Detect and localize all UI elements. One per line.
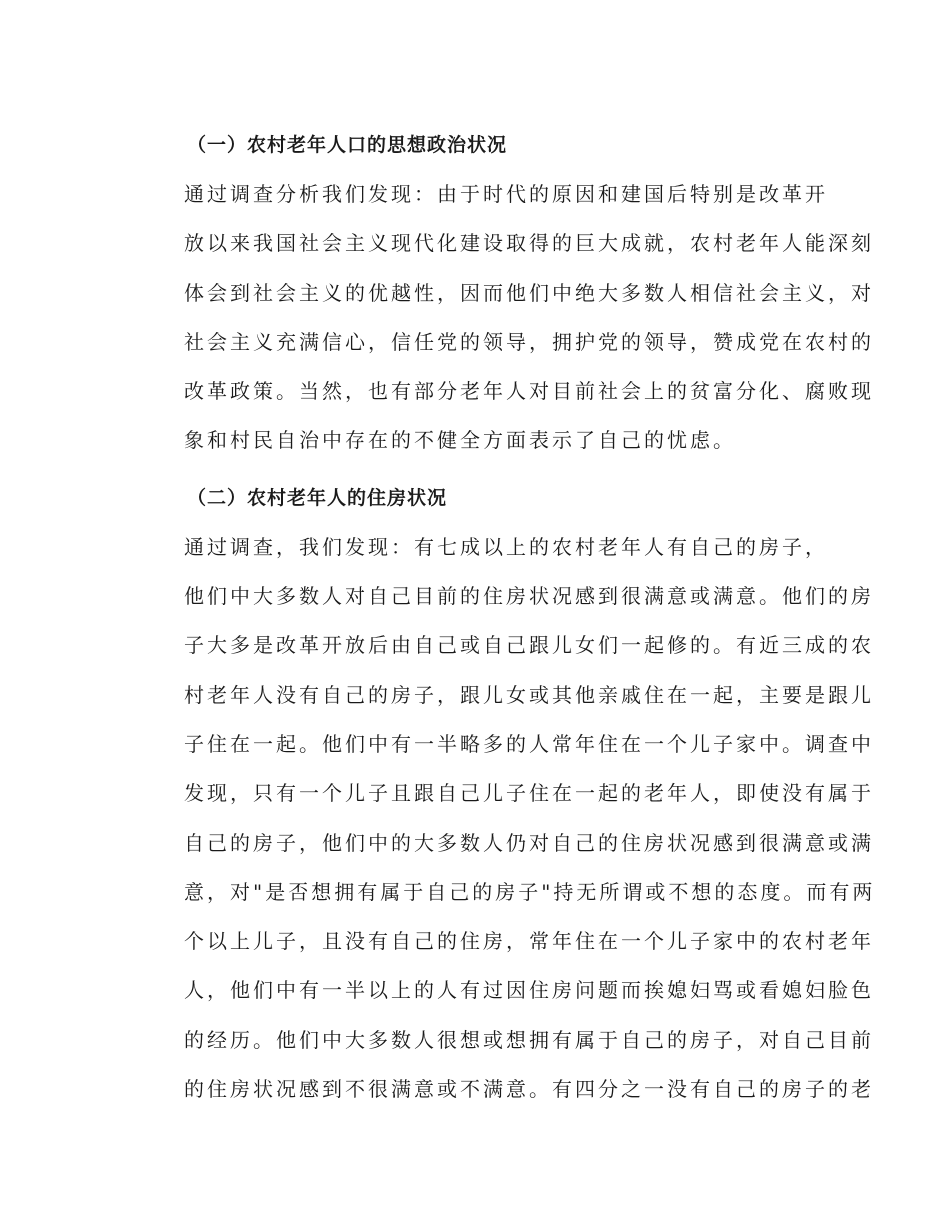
paragraph-line: 体会到社会主义的优越性，因而他们中绝大多数人相信社会主义，对 bbox=[184, 280, 874, 305]
paragraph-line: 自己的房子，他们中的大多数人仍对自己的住房状况感到很满意或满 bbox=[184, 830, 874, 855]
paragraph bbox=[142, 170, 874, 466]
paragraph-line: 放以来我国社会主义现代化建设取得的巨大成就，农村老年人能深刻 bbox=[184, 231, 874, 256]
paragraph-line: 通过调查，我们发现：有七成以上的农村老年人有自己的房子， bbox=[184, 534, 828, 559]
paragraph-line: 子住在一起。他们中有一半略多的人常年住在一个儿子家中。调查中 bbox=[184, 731, 874, 756]
paragraph-line: 象和村民自治中存在的不健全方面表示了自己的忧虑。 bbox=[184, 428, 736, 453]
paragraph-line: 社会主义充满信心，信任党的领导，拥护党的领导，赞成党在农村的 bbox=[184, 329, 874, 354]
section-housing bbox=[142, 473, 876, 1115]
paragraph-line: 改革政策。当然，也有部分老年人对目前社会上的贫富分化、腐败现 bbox=[184, 379, 874, 404]
paragraph-line: 通过调查分析我们发现：由于时代的原因和建国后特别是改革开 bbox=[184, 182, 828, 206]
section-heading: （二）农村老年人的住房状况 bbox=[187, 486, 448, 509]
paragraph-line: 意，对"是否想拥有属于自己的房子"持无所谓或不想的态度。而有两 bbox=[184, 879, 876, 904]
paragraph-line: 个以上儿子，且没有自己的住房，常年住在一个儿子家中的农村老年 bbox=[184, 929, 874, 954]
paragraph-line: 子大多是改革开放后由自己或自己跟儿女们一起修的。有近三成的农 bbox=[184, 633, 874, 658]
paragraph-line: 发现，只有一个儿子且跟自己儿子住在一起的老年人，即使没有属于 bbox=[184, 781, 874, 806]
paragraph bbox=[142, 523, 876, 1115]
section-ideology bbox=[142, 120, 874, 466]
paragraph-line: 他们中大多数人对自己目前的住房状况感到很满意或满意。他们的房 bbox=[184, 584, 874, 609]
paragraph-line: 人，他们中有一半以上的人有过因住房问题而挨媳妇骂或看媳妇脸色 bbox=[184, 978, 874, 1003]
section-heading: （一）农村老年人口的思想政治状况 bbox=[187, 134, 508, 156]
document-body bbox=[142, 120, 876, 1114]
paragraph-line: 村老年人没有自己的房子，跟儿女或其他亲戚住在一起，主要是跟儿 bbox=[184, 682, 874, 707]
paragraph-line: 的住房状况感到不很满意或不满意。有四分之一没有自己的房子的老 bbox=[184, 1077, 874, 1102]
paragraph-line: 的经历。他们中大多数人很想或想拥有属于自己的房子，对自己目前 bbox=[184, 1027, 874, 1052]
